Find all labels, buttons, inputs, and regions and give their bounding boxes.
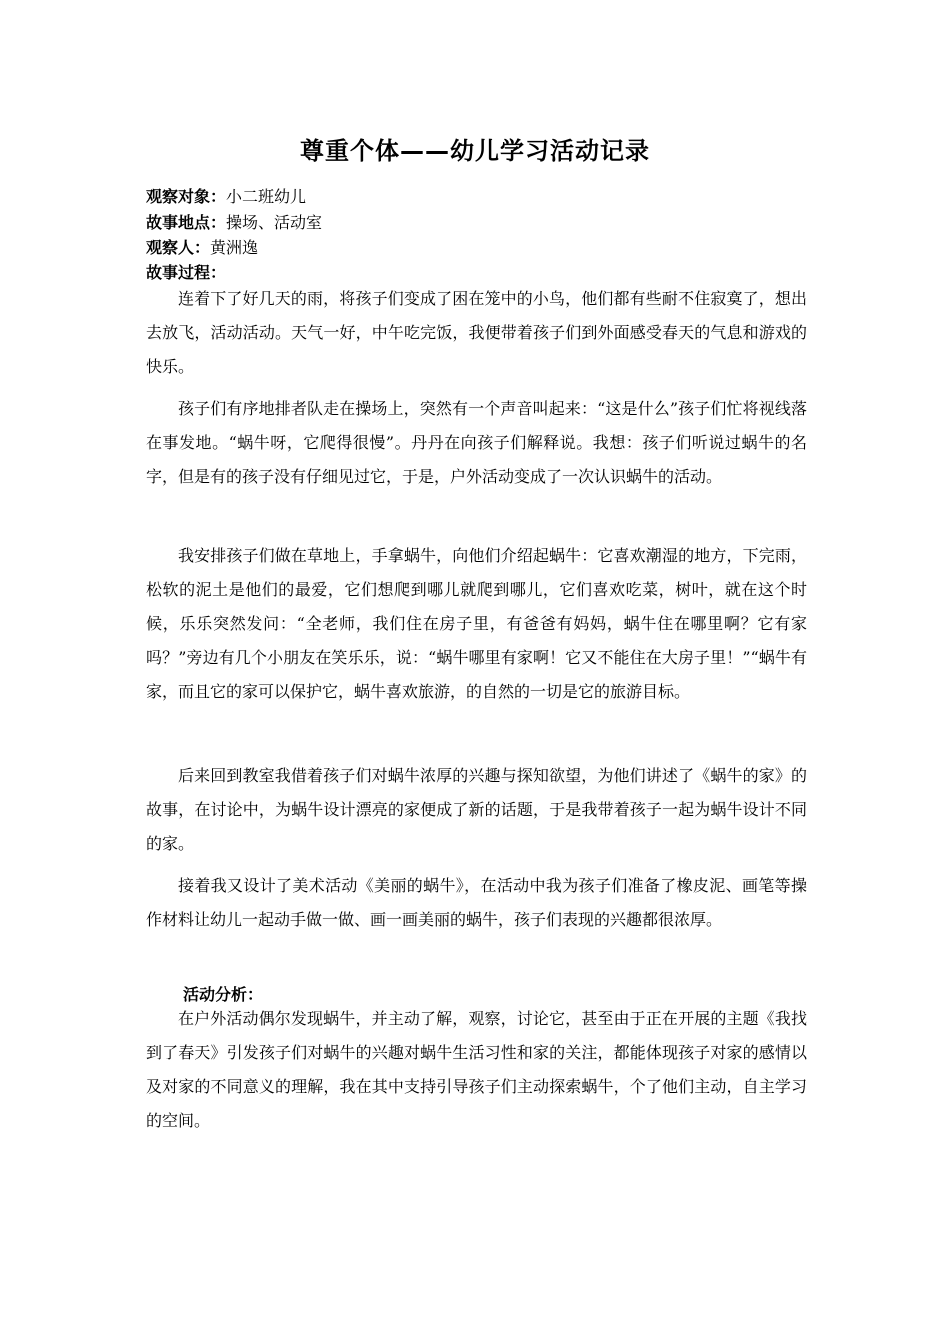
meta-value: 黄洲逸 — [210, 238, 259, 257]
story-paragraph: 后来回到教室我借着孩子们对蜗牛浓厚的兴趣与探知欲望，为他们讲述了《蜗牛的家》的故事，在讨论中，为蜗牛设计漂亮的家便成了新的话题，于是我带着孩子一起为蜗牛设计不同的家。 — [146, 766, 807, 853]
meta-observed-subject — [146, 186, 826, 208]
document-title: 尊重个体——幼儿学习活动记录 — [300, 137, 650, 165]
meta-label: 故事过程： — [146, 263, 227, 282]
meta-label: 观察人： — [146, 238, 211, 257]
meta-observer — [146, 237, 826, 259]
meta-label: 观察对象： — [146, 187, 227, 206]
meta-story-location — [146, 212, 826, 234]
story-paragraph: 我安排孩子们做在草地上，手拿蜗牛，向他们介绍起蜗牛：它喜欢潮湿的地方，下完雨，松软的泥土是他们的最爱，它们想爬到哪儿就爬到哪儿，它们喜欢吃菜，树叶，就在这个时候，乐乐突然发问：“全老师，我们住在房子里，有爸爸有妈妈，蜗牛住在哪里啊？它有家吗？”旁边有几个小朋友在笑乐乐，说：“蜗牛哪里有家啊！它又不能住在大房子里！”“蜗牛有家，而且它的家可以保护它，蜗牛喜欢旅游，的自然的一切是它的旅游目标。 — [146, 546, 807, 701]
meta-story-process — [146, 262, 826, 284]
story-paragraph: 孩子们有序地排者队走在操场上，突然有一个声音叫起来：“这是什么”孩子们忙将视线落在事发地。“蜗牛呀，它爬得很慢”。丹丹在向孩子们解释说。我想：孩子们听说过蜗牛的名字，但是有的孩子没有仔细见过它，于是，户外活动变成了一次认识蜗牛的活动。 — [146, 399, 807, 486]
story-paragraph: 接着我又设计了美术活动《美丽的蜗牛》，在活动中我为孩子们准备了橡皮泥、画笔等操作材料让幼儿一起动手做一做、画一画美丽的蜗牛，孩子们表现的兴趣都很浓厚。 — [146, 876, 807, 929]
story-paragraph: 连着下了好几天的雨，将孩子们变成了困在笼中的小鸟，他们都有些耐不住寂寞了，想出去放飞，活动活动。天气一好，中午吃完饭，我便带着孩子们到外面感受春天的气息和游戏的快乐。 — [146, 289, 807, 376]
meta-label: 故事地点： — [146, 213, 227, 232]
analysis-paragraph: 在户外活动偶尔发现蜗牛，并主动了解，观察，讨论它，甚至由于正在开展的主题《我找到了春天》引发孩子们对蜗牛的兴趣对蜗牛生活习性和家的关注，都能体现孩子对家的感情以及对家的不同意义的理解，我在其中支持引导孩子们主动探索蜗牛，个了他们主动，自主学习的空间。 — [146, 1009, 807, 1130]
analysis-heading: 活动分析： — [183, 985, 264, 1004]
meta-value: 小二班幼儿 — [226, 187, 307, 206]
meta-value: 操场、活动室 — [226, 213, 323, 232]
